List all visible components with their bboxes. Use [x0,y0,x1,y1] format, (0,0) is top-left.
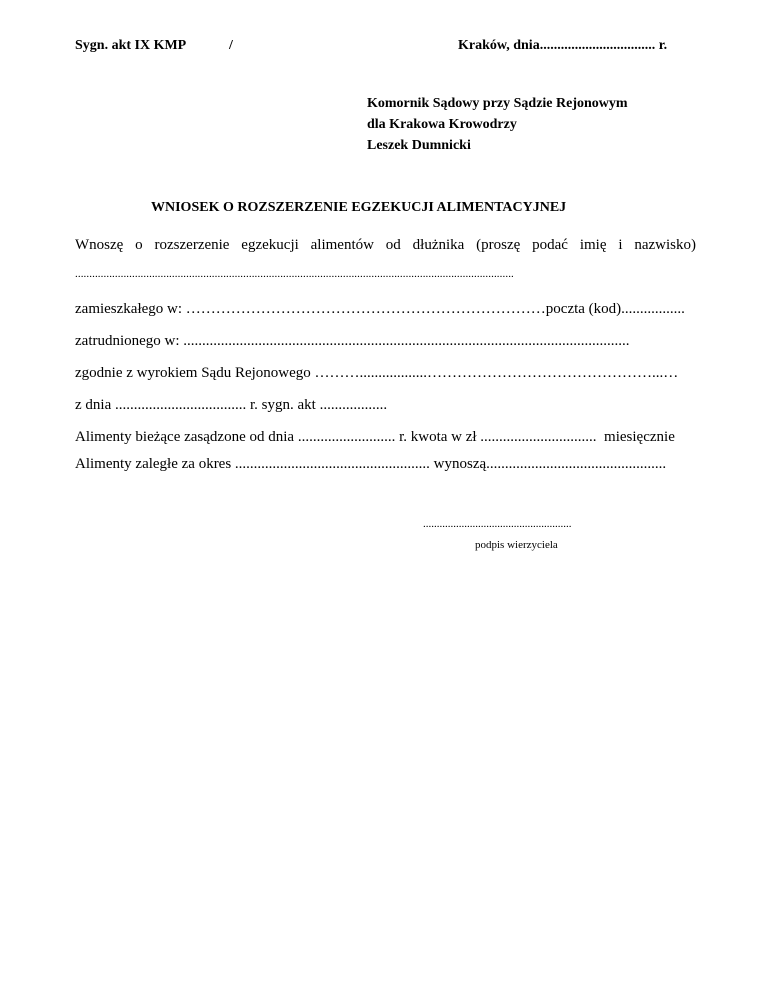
place-and-date: Kraków, dnia................................. r. [458,38,668,53]
judgment-date-line: z dnia ................................... r. sygn. akt .................. [75,397,388,413]
recipient-line-2: dla Krakowa Krowodrzy [367,117,517,132]
document-title: WNIOSEK O ROZSZERZENIE EGZEKUCJI ALIMENTACYJNEJ [151,200,567,215]
recipient-line-3: Leszek Dumnicki [367,138,471,153]
case-reference-slash: / [229,38,233,53]
arrears-line: Alimenty zaległe za okres .................................................... wynoszą................................................ [75,456,667,472]
residence-line: zamieszkałego w: ………………………………………………………………poczta (kod)................. [75,301,685,317]
request-intro: Wnoszę o rozszerzenie egzekucji alimentów od dłużnika (proszę podać imię i nazwisko) [75,237,696,253]
signature-label: podpis wierzyciela [475,539,558,551]
judgment-line: zgodnie z wyrokiem Sądu Rejonowego ………..................………………………………………...… [75,365,679,381]
employment-line: zatrudnionego w: ....................................................................................................................... [75,333,630,349]
recipient-line-1: Komornik Sądowy przy Sądzie Rejonowym [367,96,628,111]
case-reference: Sygn. akt IX KMP [75,38,187,53]
current-alimony-line: Alimenty bieżące zasądzone od dnia .......................... r. kwota w zł ............................... miesięcznie [75,429,675,445]
debtor-name-line: .......................................................................................................................................................... [75,268,514,280]
signature-line: ...................................................... [423,518,572,530]
